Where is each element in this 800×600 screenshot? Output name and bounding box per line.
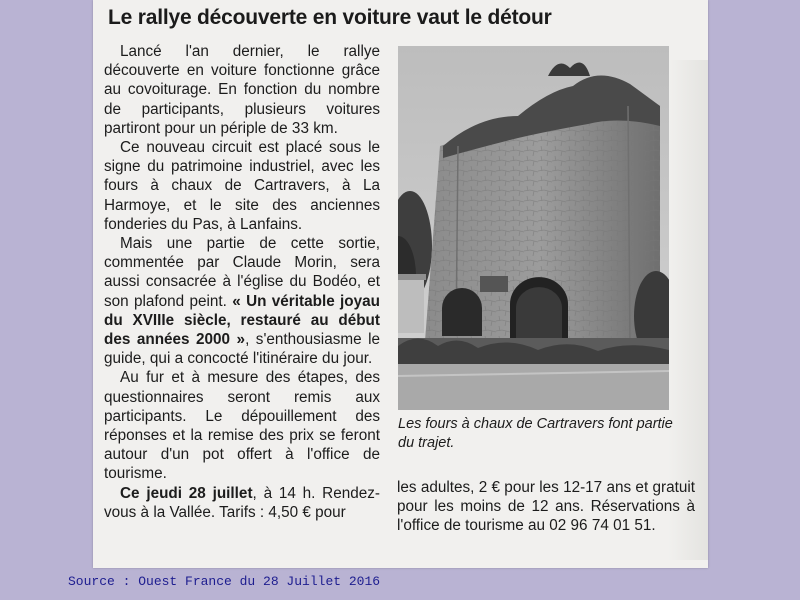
paragraph-church <box>104 234 380 368</box>
guide-quote: « Un véritable joyau du XVIIIe siècle, restauré au début des années 2000 » <box>104 292 380 349</box>
paragraph-church-outro: , s'enthousiasme le guide, qui a concocté l'itinéraire du jour. <box>104 331 380 368</box>
source-note: Source : Ouest France du 28 Juillet 2016 <box>68 574 381 589</box>
paragraph-prices: les adultes, 2 € pour les 12-17 ans et gratuit pour les moins de 12 ans. Réservations à l'office de tourisme au 02 96 74 01 51. <box>397 479 695 535</box>
paragraph-date <box>104 484 380 522</box>
article-headline: Le rallye découverte en voiture vaut le détour <box>108 6 552 29</box>
event-date: Ce jeudi 28 juillet <box>120 484 253 502</box>
lime-kiln-photo <box>398 46 669 410</box>
article-column-right <box>397 478 695 536</box>
article-column-left <box>104 42 380 522</box>
photo-caption: Les fours à chaux de Cartravers font partie du trajet. <box>398 416 673 451</box>
paragraph-circuit: Ce nouveau circuit est placé sous le signe du patrimoine industriel, avec les fours à chaux de Cartravers, à La Harmoye, et le site des anciennes fonderies du Pas, à Lanfains. <box>104 139 380 233</box>
paragraph-church-intro: Mais une partie de cette sortie, commentée par Claude Morin, sera aussi consacrée à l'église du Bodéo, et son plafond peint. <box>104 235 380 310</box>
event-details: , à 14 h. Rendez-vous à la Vallée. Tarifs : 4,50 € pour <box>104 484 380 521</box>
paragraph-intro: Lancé l'an dernier, le rallye découverte en voiture fonctionne grâce au covoiturage. En fonction du nombre de participants, plusieurs voitures partiront pour un périple de 33 km. <box>104 43 380 137</box>
paragraph-questionnaire: Au fur et à mesure des étapes, des questionnaires seront remis aux participants. Le dépouillement des réponses et la remise des prix se feront autour d'un pot offert à l'office de tourisme. <box>104 369 380 483</box>
